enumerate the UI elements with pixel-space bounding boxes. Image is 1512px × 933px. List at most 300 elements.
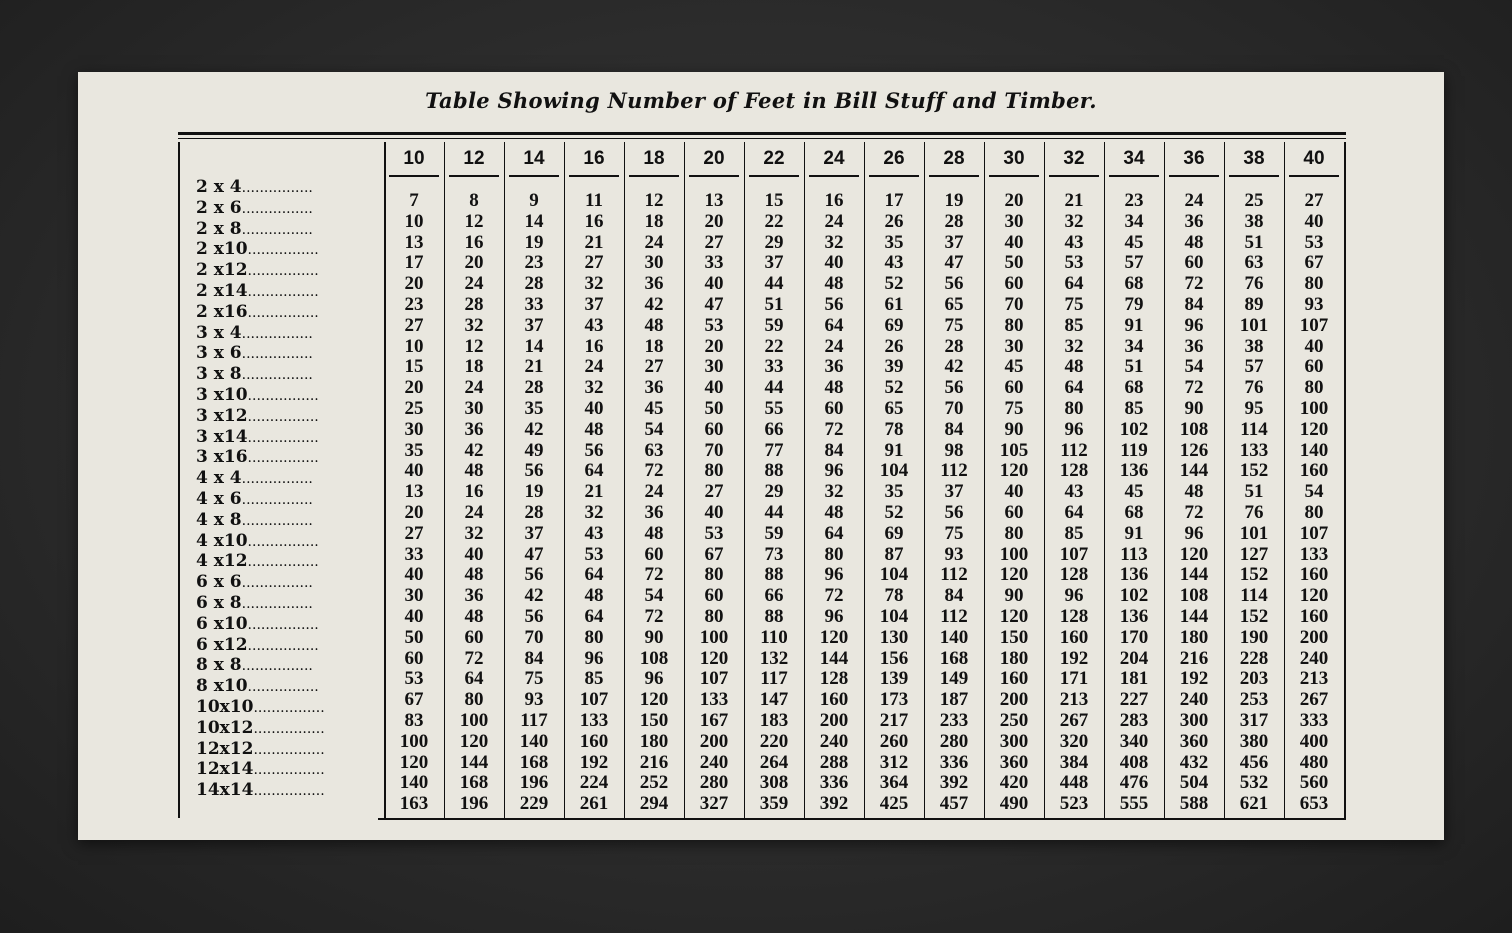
board-feet-cell: 16: [464, 481, 484, 503]
board-feet-cell: 56: [944, 501, 964, 523]
board-feet-cell: 60: [464, 626, 484, 648]
dotted-leader: ................: [247, 263, 319, 280]
board-feet-cell: 72: [1184, 501, 1204, 523]
board-feet-cell: 312: [879, 751, 909, 773]
board-feet-cell: 150: [639, 709, 669, 731]
board-feet-cell: 532: [1239, 772, 1269, 794]
board-feet-cell: 60: [704, 585, 724, 607]
size-label-text: 4 x12: [196, 551, 248, 572]
board-feet-cell: 144: [1179, 460, 1209, 482]
board-feet-cell: 149: [939, 668, 969, 690]
board-feet-cell: 28: [524, 377, 544, 399]
board-feet-cell: 19: [524, 481, 544, 503]
board-feet-cell: 107: [1299, 314, 1329, 336]
board-feet-cell: 19: [944, 190, 964, 211]
board-feet-cell: 100: [459, 709, 489, 731]
board-feet-cell: 40: [824, 252, 844, 274]
board-feet-cell: 60: [704, 418, 724, 440]
column-header-underline: [869, 175, 919, 177]
board-feet-cell: 39: [884, 356, 904, 378]
column-header-length: 36: [1183, 148, 1205, 169]
board-feet-cell: 140: [519, 730, 549, 752]
board-feet-cell: 144: [459, 751, 489, 773]
size-label-text: 8 x10: [196, 676, 248, 697]
board-feet-cell: 96: [824, 460, 844, 482]
size-label: [196, 198, 386, 219]
size-label: [196, 219, 386, 240]
board-feet-cell: 34: [1124, 335, 1144, 357]
size-label-text: 8 x 8: [196, 655, 242, 676]
column-header-length: 34: [1123, 148, 1145, 169]
size-label: [196, 510, 386, 531]
board-feet-cell: 76: [1244, 501, 1264, 523]
board-feet-cell: 240: [819, 730, 849, 752]
board-feet-cell: 24: [1184, 190, 1204, 211]
board-feet-cell: 69: [884, 314, 904, 336]
length-column-24: [804, 146, 864, 815]
board-feet-cell: 144: [1179, 605, 1209, 627]
column-header-length: 20: [703, 148, 725, 169]
size-label-text: 6 x 8: [196, 592, 242, 613]
column-values: [1104, 191, 1164, 815]
board-feet-cell: 21: [584, 481, 604, 503]
board-feet-cell: 44: [764, 377, 784, 399]
board-feet-cell: 425: [879, 793, 909, 815]
board-feet-cell: 51: [1244, 481, 1264, 503]
board-feet-cell: 98: [944, 439, 964, 461]
dotted-leader: ................: [241, 325, 313, 342]
board-feet-cell: 40: [404, 460, 424, 482]
board-feet-cell: 170: [1119, 626, 1149, 648]
dotted-leader: ................: [247, 616, 319, 633]
size-label-text: 3 x 6: [196, 343, 242, 364]
board-feet-cell: 24: [464, 377, 484, 399]
board-feet-cell: 15: [764, 190, 784, 211]
board-feet-cell: 40: [404, 605, 424, 627]
column-header-underline: [1289, 175, 1339, 177]
board-feet-cell: 13: [704, 190, 724, 211]
board-feet-cell: 53: [404, 668, 424, 690]
board-feet-cell: 42: [524, 585, 544, 607]
size-label-text: 2 x 6: [196, 197, 242, 218]
board-feet-cell: 112: [940, 605, 968, 627]
board-feet-cell: 32: [584, 501, 604, 523]
size-label-text: 6 x 6: [196, 572, 242, 593]
board-feet-cell: 100: [699, 626, 729, 648]
board-feet-cell: 36: [1184, 210, 1204, 232]
dotted-leader: ................: [241, 471, 313, 488]
board-feet-cell: 24: [584, 356, 604, 378]
board-feet-cell: 72: [644, 460, 664, 482]
dotted-leader: ................: [247, 429, 319, 446]
board-feet-cell: 50: [704, 397, 724, 419]
board-feet-cell: 160: [1299, 460, 1329, 482]
board-feet-cell: 93: [944, 543, 964, 565]
board-feet-cell: 104: [879, 460, 909, 482]
board-feet-cell: 300: [1179, 709, 1209, 731]
dotted-leader: ................: [253, 699, 325, 716]
size-label-text: 4 x10: [196, 530, 248, 551]
board-feet-cell: 10: [404, 210, 424, 232]
board-feet-cell: 16: [824, 190, 844, 211]
board-feet-cell: 40: [1304, 210, 1324, 232]
board-feet-cell: 120: [999, 564, 1029, 586]
board-feet-cell: 60: [644, 543, 664, 565]
board-feet-cell: 200: [1299, 626, 1329, 648]
board-feet-cell: 28: [524, 273, 544, 295]
board-feet-cell: 224: [579, 772, 609, 794]
board-feet-cell: 448: [1059, 772, 1089, 794]
board-feet-cell: 35: [524, 397, 544, 419]
board-feet-cell: 140: [1299, 439, 1329, 461]
board-feet-cell: 150: [999, 626, 1029, 648]
board-feet-cell: 120: [999, 605, 1029, 627]
dotted-leader: ................: [247, 554, 319, 571]
board-feet-cell: 85: [1064, 522, 1084, 544]
column-values: [684, 191, 744, 815]
board-feet-cell: 37: [524, 522, 544, 544]
board-feet-cell: 47: [704, 293, 724, 315]
board-feet-cell: 64: [1064, 273, 1084, 295]
board-feet-cell: 160: [999, 668, 1029, 690]
board-feet-cell: 57: [1124, 252, 1144, 274]
board-feet-cell: 160: [1299, 605, 1329, 627]
board-feet-cell: 48: [464, 605, 484, 627]
board-feet-cell: 104: [879, 605, 909, 627]
board-feet-cell: 64: [584, 460, 604, 482]
board-feet-cell: 213: [1059, 689, 1089, 711]
board-feet-cell: 24: [824, 335, 844, 357]
board-feet-cell: 107: [699, 668, 729, 690]
column-header-underline: [509, 175, 559, 177]
board-feet-cell: 59: [764, 314, 784, 336]
board-feet-cell: 392: [819, 793, 849, 815]
board-feet-cell: 200: [999, 689, 1029, 711]
size-label: [196, 697, 386, 718]
column-header-length: 40: [1303, 148, 1325, 169]
board-feet-cell: 68: [1124, 273, 1144, 295]
board-feet-cell: 48: [584, 585, 604, 607]
board-feet-cell: 200: [819, 709, 849, 731]
board-feet-cell: 23: [1124, 190, 1144, 211]
board-feet-cell: 18: [464, 356, 484, 378]
board-feet-cell: 133: [699, 689, 729, 711]
board-feet-cell: 38: [1244, 210, 1264, 232]
board-feet-cell: 457: [939, 793, 969, 815]
board-feet-cell: 48: [824, 501, 844, 523]
board-feet-cell: 24: [644, 231, 664, 253]
board-feet-cell: 48: [644, 522, 664, 544]
board-feet-cell: 73: [764, 543, 784, 565]
board-feet-cell: 180: [639, 730, 669, 752]
board-feet-cell: 107: [1059, 543, 1089, 565]
board-feet-cell: 653: [1299, 793, 1329, 815]
board-feet-cell: 227: [1119, 689, 1149, 711]
board-feet-cell: 56: [584, 439, 604, 461]
board-feet-cell: 80: [704, 460, 724, 482]
dotted-leader: ................: [241, 180, 313, 196]
board-feet-cell: 26: [884, 210, 904, 232]
size-label: [196, 302, 386, 323]
board-feet-cell: 560: [1299, 772, 1329, 794]
board-feet-cell: 69: [884, 522, 904, 544]
column-values: [1044, 191, 1104, 815]
size-label: [196, 239, 386, 260]
column-header-length: 16: [583, 148, 605, 169]
board-feet-cell: 18: [644, 335, 664, 357]
size-label: [196, 489, 386, 510]
board-feet-cell: 196: [459, 793, 489, 815]
board-feet-cell: 49: [524, 439, 544, 461]
board-feet-cell: 53: [704, 314, 724, 336]
board-feet-cell: 180: [999, 647, 1029, 669]
board-feet-cell: 364: [879, 772, 909, 794]
board-feet-cell: 30: [464, 397, 484, 419]
size-label-text: 2 x12: [196, 260, 248, 281]
dotted-leader: ................: [253, 762, 325, 779]
board-feet-cell: 63: [644, 439, 664, 461]
board-feet-cell: 40: [704, 377, 724, 399]
size-label: [196, 281, 386, 302]
board-feet-cell: 80: [704, 564, 724, 586]
board-feet-cell: 36: [464, 585, 484, 607]
board-feet-cell: 27: [704, 231, 724, 253]
top-rule-thick: [178, 132, 1346, 135]
board-feet-cell: 70: [524, 626, 544, 648]
size-label-text: 3 x10: [196, 384, 248, 405]
board-feet-cell: 48: [464, 564, 484, 586]
board-feet-cell: 80: [1304, 273, 1324, 295]
board-feet-cell: 114: [1240, 418, 1268, 440]
board-feet-cell: 136: [1119, 605, 1149, 627]
size-label-text: 3 x14: [196, 426, 248, 447]
board-feet-cell: 100: [999, 543, 1029, 565]
size-label: [196, 323, 386, 344]
board-feet-cell: 229: [519, 793, 549, 815]
board-feet-cell: 9: [529, 190, 539, 211]
size-label-text: 4 x 8: [196, 509, 242, 530]
dotted-leader: ................: [247, 533, 319, 550]
board-feet-cell: 36: [464, 418, 484, 440]
board-feet-cell: 27: [1304, 190, 1324, 211]
board-feet-cell: 144: [1179, 564, 1209, 586]
board-feet-cell: 44: [764, 501, 784, 523]
length-column-30: [984, 146, 1044, 815]
size-label-text: 2 x14: [196, 280, 248, 301]
board-feet-cell: 30: [1004, 210, 1024, 232]
board-feet-cell: 167: [699, 709, 729, 731]
column-header-length: 30: [1003, 148, 1025, 169]
right-border-rule: [1344, 142, 1346, 818]
board-feet-cell: 40: [1004, 481, 1024, 503]
board-feet-cell: 261: [579, 793, 609, 815]
column-header-underline: [689, 175, 739, 177]
size-label: [196, 343, 386, 364]
column-values: [924, 191, 984, 815]
board-feet-cell: 152: [1239, 564, 1269, 586]
length-column-34: [1104, 146, 1164, 815]
board-feet-cell: 28: [944, 210, 964, 232]
column-header-length: 10: [403, 148, 425, 169]
board-feet-cell: 33: [704, 252, 724, 274]
board-feet-cell: 320: [1059, 730, 1089, 752]
board-feet-cell: 15: [404, 356, 424, 378]
top-rule-thin: [178, 138, 1346, 139]
dotted-leader: ................: [241, 200, 313, 217]
size-label-text: 10x10: [196, 696, 254, 717]
board-feet-cell: 160: [819, 689, 849, 711]
board-feet-cell: 400: [1299, 730, 1329, 752]
length-column-26: [864, 146, 924, 815]
board-feet-cell: 76: [1244, 377, 1264, 399]
board-feet-cell: 108: [1179, 418, 1209, 440]
board-feet-cell: 22: [764, 210, 784, 232]
board-feet-cell: 100: [399, 730, 429, 752]
board-feet-cell: 28: [944, 335, 964, 357]
board-feet-cell: 130: [879, 626, 909, 648]
board-feet-cell: 133: [1299, 543, 1329, 565]
board-feet-cell: 156: [879, 647, 909, 669]
board-feet-cell: 480: [1299, 751, 1329, 773]
board-feet-cell: 240: [1299, 647, 1329, 669]
length-column-22: [744, 146, 804, 815]
board-feet-cell: 70: [1004, 293, 1024, 315]
column-header-underline: [1169, 175, 1219, 177]
board-feet-cell: 18: [644, 210, 664, 232]
board-feet-cell: 96: [1064, 418, 1084, 440]
board-feet-cell: 47: [524, 543, 544, 565]
board-feet-cell: 90: [1184, 397, 1204, 419]
board-feet-cell: 56: [944, 377, 964, 399]
board-feet-cell: 523: [1059, 793, 1089, 815]
board-feet-cell: 27: [584, 252, 604, 274]
length-column-28: [924, 146, 984, 815]
board-feet-cell: 45: [1124, 481, 1144, 503]
board-feet-cell: 27: [644, 356, 664, 378]
board-feet-cell: 27: [404, 522, 424, 544]
dotted-leader: ................: [241, 658, 313, 675]
dotted-leader: ................: [253, 783, 325, 800]
size-label-text: 2 x16: [196, 301, 248, 322]
board-feet-cell: 43: [1064, 231, 1084, 253]
board-feet-cell: 84: [824, 439, 844, 461]
board-feet-cell: 36: [824, 356, 844, 378]
board-feet-cell: 203: [1239, 668, 1269, 690]
board-feet-cell: 67: [704, 543, 724, 565]
board-feet-cell: 168: [939, 647, 969, 669]
board-feet-cell: 181: [1119, 668, 1149, 690]
board-feet-cell: 14: [524, 335, 544, 357]
board-feet-cell: 72: [824, 418, 844, 440]
board-feet-cell: 267: [1299, 689, 1329, 711]
board-feet-cell: 17: [404, 252, 424, 274]
board-feet-cell: 20: [404, 377, 424, 399]
size-label: [196, 385, 386, 406]
board-feet-cell: 163: [399, 793, 429, 815]
board-feet-cell: 37: [584, 293, 604, 315]
board-feet-cell: 33: [524, 293, 544, 315]
board-feet-cell: 476: [1119, 772, 1149, 794]
board-feet-cell: 192: [1059, 647, 1089, 669]
board-feet-cell: 64: [464, 668, 484, 690]
board-feet-cell: 420: [999, 772, 1029, 794]
board-feet-cell: 37: [764, 252, 784, 274]
board-feet-cell: 59: [764, 522, 784, 544]
dotted-leader: ................: [247, 283, 319, 300]
board-feet-cell: 240: [699, 751, 729, 773]
board-feet-cell: 48: [1064, 356, 1084, 378]
board-feet-cell: 196: [519, 772, 549, 794]
board-feet-cell: 408: [1119, 751, 1149, 773]
column-header-underline: [449, 175, 499, 177]
size-label-text: 4 x 4: [196, 468, 242, 489]
board-feet-cell: 96: [824, 564, 844, 586]
column-values: [804, 191, 864, 815]
board-feet-cell: 117: [760, 668, 788, 690]
board-feet-cell: 133: [579, 709, 609, 731]
board-feet-cell: 70: [704, 439, 724, 461]
board-feet-cell: 91: [1124, 314, 1144, 336]
board-feet-cell: 54: [1304, 481, 1324, 503]
board-feet-cell: 48: [584, 418, 604, 440]
column-header-underline: [1229, 175, 1279, 177]
board-feet-cell: 132: [759, 647, 789, 669]
board-feet-cell: 96: [824, 605, 844, 627]
board-feet-cell: 28: [464, 293, 484, 315]
board-feet-cell: 38: [1244, 335, 1264, 357]
size-label: [196, 655, 386, 676]
board-feet-cell: 54: [644, 585, 664, 607]
board-feet-cell: 24: [824, 210, 844, 232]
column-header-length: 32: [1063, 148, 1085, 169]
size-label-text: 12x12: [196, 738, 254, 759]
board-feet-cell: 252: [639, 772, 669, 794]
board-feet-cell: 128: [1059, 564, 1089, 586]
board-feet-cell: 29: [764, 481, 784, 503]
board-feet-cell: 21: [524, 356, 544, 378]
board-feet-cell: 213: [1299, 668, 1329, 690]
dotted-leader: ................: [247, 242, 319, 259]
table-title: Table Showing Number of Feet in Bill Stuff and Timber.: [425, 88, 1097, 113]
board-feet-cell: 24: [464, 501, 484, 523]
size-label: [196, 551, 386, 572]
dotted-leader: ................: [247, 450, 319, 467]
board-feet-cell: 96: [1184, 522, 1204, 544]
board-feet-cell: 192: [1179, 668, 1209, 690]
board-feet-cell: 504: [1179, 772, 1209, 794]
length-column-16: [564, 146, 624, 815]
board-feet-cell: 57: [1244, 356, 1264, 378]
dotted-leader: ................: [247, 387, 319, 404]
length-column-20: [684, 146, 744, 815]
board-feet-cell: 51: [764, 293, 784, 315]
size-label: [196, 260, 386, 281]
size-label-text: 12x14: [196, 759, 254, 780]
board-feet-cell: 113: [1120, 543, 1148, 565]
board-feet-cell: 30: [644, 252, 664, 274]
board-feet-cell: 120: [399, 751, 429, 773]
dotted-leader: ................: [253, 741, 325, 758]
size-label-text: 2 x 4: [196, 177, 242, 197]
board-feet-cell: 160: [1299, 564, 1329, 586]
column-values: [1224, 191, 1284, 815]
board-feet-cell: 28: [524, 501, 544, 523]
board-feet-cell: 216: [1179, 647, 1209, 669]
size-label: [196, 759, 386, 780]
board-feet-cell: 60: [1004, 273, 1024, 295]
column-header-underline: [1109, 175, 1159, 177]
board-feet-cell: 72: [1184, 377, 1204, 399]
